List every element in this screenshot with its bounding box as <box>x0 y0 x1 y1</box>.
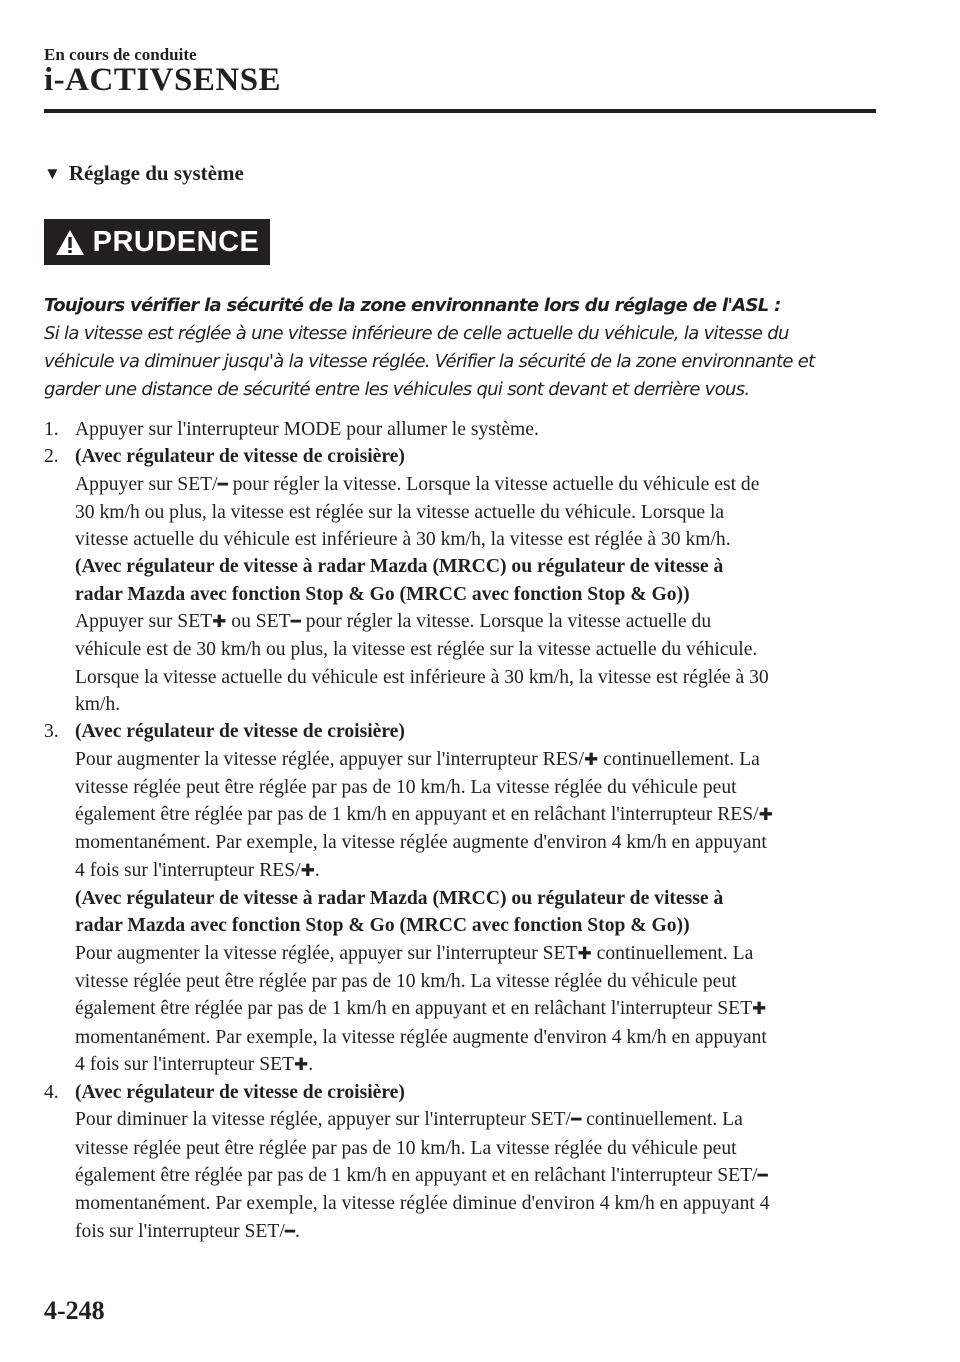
step-4 <box>44 1079 884 1246</box>
step-number: 2. <box>44 446 59 468</box>
plus-icon: ✚ <box>212 612 227 633</box>
header-rule <box>44 109 876 113</box>
caution-text <box>44 292 876 404</box>
step-line: également être réglée par pas de 1 km/h en appuyant et en relâchant l'interrupteur SET✚ <box>75 998 767 1020</box>
plus-icon: ✚ <box>294 1054 309 1075</box>
step-line: Pour diminuer la vitesse réglée, appuyer sur l'interrupteur SET/━ continuellement. La <box>75 1109 743 1131</box>
step-line: 4 fois sur l'interrupteur SET✚. <box>75 1053 314 1075</box>
caution-line: Si la vitesse est réglée à une vitesse inférieure de celle actuelle du véhicule, la vitesse du <box>44 323 789 344</box>
plus-icon: ✚ <box>577 943 592 964</box>
plus-icon: ✚ <box>300 860 315 881</box>
step-text: Appuyer sur l'interrupteur MODE pour allumer le système. <box>75 419 539 440</box>
plus-icon: ✚ <box>752 999 767 1020</box>
step-line: fois sur l'interrupteur SET/━. <box>75 1220 300 1242</box>
step-line: véhicule est de 30 km/h ou plus, la vitesse est réglée sur la vitesse actuelle du véhicule. <box>75 639 758 661</box>
minus-icon: ━ <box>570 1110 582 1131</box>
chapter-subtitle: En cours de conduite <box>44 45 197 64</box>
step-2 <box>44 443 884 718</box>
step-subheading: (Avec régulateur de vitesse à radar Mazda (MRCC) ou régulateur de vitesse à <box>75 888 724 910</box>
step-subheading: radar Mazda avec fonction Stop & Go (MRCC avec fonction Stop & Go)) <box>75 583 690 605</box>
step-line: 4 fois sur l'interrupteur RES/✚. <box>75 859 320 881</box>
step-line: Pour augmenter la vitesse réglée, appuyer sur l'interrupteur SET✚ continuellement. La <box>75 942 754 964</box>
caution-line: véhicule va diminuer jusqu'à la vitesse réglée. Vérifier la sécurité de la zone environnante et <box>44 351 815 372</box>
chapter-title: i-ACTIVSENSE <box>44 62 282 98</box>
warning-icon <box>55 229 85 256</box>
caution-line: garder une distance de sécurité entre les véhicules qui sont devant et derrière vous. <box>44 379 750 400</box>
step-number: 3. <box>44 721 59 743</box>
step-1 <box>44 416 884 443</box>
step-line: également être réglée par pas de 1 km/h en appuyant et en relâchant l'interrupteur SET/━ <box>75 1165 768 1187</box>
step-line: vitesse actuelle du véhicule est inférieure à 30 km/h, la vitesse est réglée à 30 km/h. <box>75 529 731 551</box>
minus-icon: ━ <box>284 1221 296 1242</box>
step-line: vitesse réglée peut être réglée par pas de 10 km/h. La vitesse réglée du véhicule peut <box>75 1137 737 1159</box>
step-subheading: (Avec régulateur de vitesse de croisière) <box>75 721 405 743</box>
minus-icon: ━ <box>757 1166 768 1187</box>
steps-list <box>44 416 884 1246</box>
triangle-bullet-icon: ▼ <box>44 163 61 183</box>
minus-icon: ━ <box>217 474 228 495</box>
step-line: également être réglée par pas de 1 km/h en appuyant et en relâchant l'interrupteur RES/✚ <box>75 804 773 826</box>
step-line: momentanément. Par exemple, la vitesse réglée diminue d'environ 4 km/h en appuyant 4 <box>75 1193 770 1215</box>
step-line: momentanément. Par exemple, la vitesse réglée augmente d'environ 4 km/h en appuyant <box>75 832 767 854</box>
caution-label: PRUDENCE <box>92 225 260 258</box>
section-heading <box>44 161 244 186</box>
step-line: vitesse réglée peut être réglée par pas de 10 km/h. La vitesse réglée du véhicule peut <box>75 970 737 992</box>
step-line: Appuyer sur SET✚ ou SET━ pour régler la vitesse. Lorsque la vitesse actuelle du <box>75 611 712 633</box>
step-line: Appuyer sur SET/━ pour régler la vitesse. Lorsque la vitesse actuelle du véhicule est de <box>75 473 760 495</box>
minus-icon: ━ <box>290 612 301 633</box>
plus-icon: ✚ <box>758 805 773 826</box>
step-line: vitesse réglée peut être réglée par pas de 10 km/h. La vitesse réglée du véhicule peut <box>75 776 737 798</box>
step-subheading: radar Mazda avec fonction Stop & Go (MRCC avec fonction Stop & Go)) <box>75 915 690 937</box>
caution-badge <box>44 219 270 265</box>
step-line: momentanément. Par exemple, la vitesse réglée augmente d'environ 4 km/h en appuyant <box>75 1026 767 1048</box>
step-subheading: (Avec régulateur de vitesse de croisière) <box>75 446 405 468</box>
step-subheading: (Avec régulateur de vitesse de croisière) <box>75 1082 405 1104</box>
step-subheading: (Avec régulateur de vitesse à radar Mazda (MRCC) ou régulateur de vitesse à <box>75 556 724 578</box>
step-line: Lorsque la vitesse actuelle du véhicule est inférieure à 30 km/h, la vitesse est réglée à 30 <box>75 666 769 688</box>
page-number: 4-248 <box>44 1296 105 1325</box>
section-title: Réglage du système <box>68 161 244 185</box>
step-number: 4. <box>44 1082 59 1104</box>
plus-icon: ✚ <box>584 749 599 770</box>
step-3 <box>44 718 884 1079</box>
step-number: 1. <box>44 419 59 440</box>
caution-title: Toujours vérifier la sécurité de la zone environnante lors du réglage de l'ASL : <box>44 295 781 316</box>
step-line: Pour augmenter la vitesse réglée, appuyer sur l'interrupteur RES/✚ continuellement. La <box>75 748 760 770</box>
step-line: 30 km/h ou plus, la vitesse est réglée sur la vitesse actuelle du véhicule. Lorsque la <box>75 501 725 523</box>
step-line: km/h. <box>75 693 121 715</box>
